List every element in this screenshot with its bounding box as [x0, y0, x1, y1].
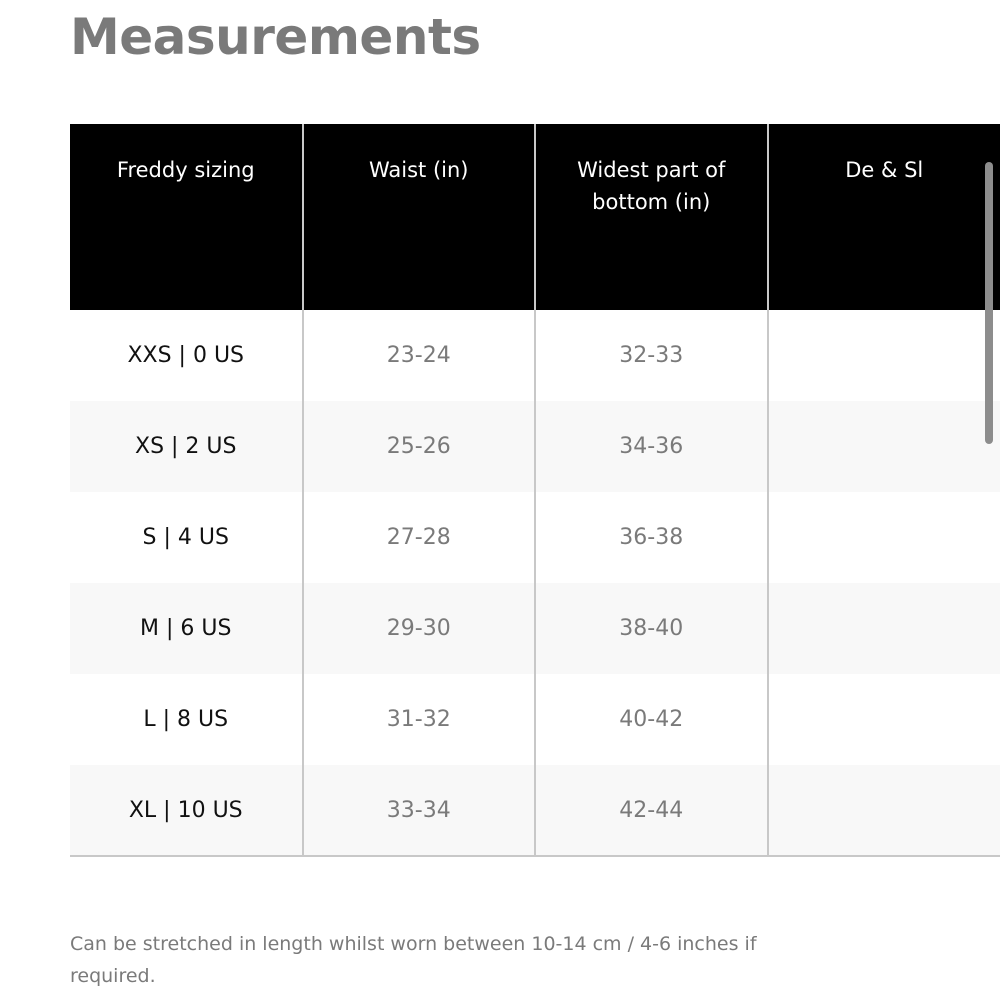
page-title: Measurements — [70, 8, 481, 66]
bottom-cell: 32-33 — [535, 310, 768, 401]
size-cell: S | 4 US — [70, 492, 303, 583]
size-cell: XL | 10 US — [70, 765, 303, 856]
cut-off-cell — [768, 492, 1000, 583]
size-cell: M | 6 US — [70, 583, 303, 674]
table-row — [70, 674, 1000, 765]
waist-cell: 33-34 — [303, 765, 536, 856]
bottom-cell: 38-40 — [535, 583, 768, 674]
column-header-cut-off: De & Sl — [768, 124, 1000, 310]
cut-off-cell — [768, 401, 1000, 492]
table-row — [70, 765, 1000, 856]
cut-off-cell — [768, 674, 1000, 765]
bottom-cell: 34-36 — [535, 401, 768, 492]
stretch-footnote: Can be stretched in length whilst worn between 10-14 cm / 4-6 inches if required. — [70, 933, 757, 987]
cut-off-cell — [768, 583, 1000, 674]
vertical-scrollbar[interactable] — [985, 162, 993, 444]
column-header-waist: Waist (in) — [303, 124, 536, 310]
waist-cell: 27-28 — [303, 492, 536, 583]
cut-off-cell — [768, 765, 1000, 856]
size-cell: L | 8 US — [70, 674, 303, 765]
waist-cell: 29-30 — [303, 583, 536, 674]
column-header-widest-part-of-bottom: Widest part of bottom (in) — [535, 124, 768, 310]
bottom-cell: 42-44 — [535, 765, 768, 856]
size-table — [70, 124, 1000, 857]
column-header-freddy-sizing: Freddy sizing — [70, 124, 303, 310]
table-row — [70, 492, 1000, 583]
size-cell: XXS | 0 US — [70, 310, 303, 401]
waist-cell: 25-26 — [303, 401, 536, 492]
bottom-cell: 40-42 — [535, 674, 768, 765]
table-row — [70, 583, 1000, 674]
table-header-row — [70, 124, 1000, 310]
waist-cell: 31-32 — [303, 674, 536, 765]
size-cell: XS | 2 US — [70, 401, 303, 492]
size-table-scroll-area[interactable] — [70, 124, 924, 856]
table-row — [70, 401, 1000, 492]
table-row — [70, 310, 1000, 401]
cut-off-cell — [768, 310, 1000, 401]
waist-cell: 23-24 — [303, 310, 536, 401]
bottom-cell: 36-38 — [535, 492, 768, 583]
